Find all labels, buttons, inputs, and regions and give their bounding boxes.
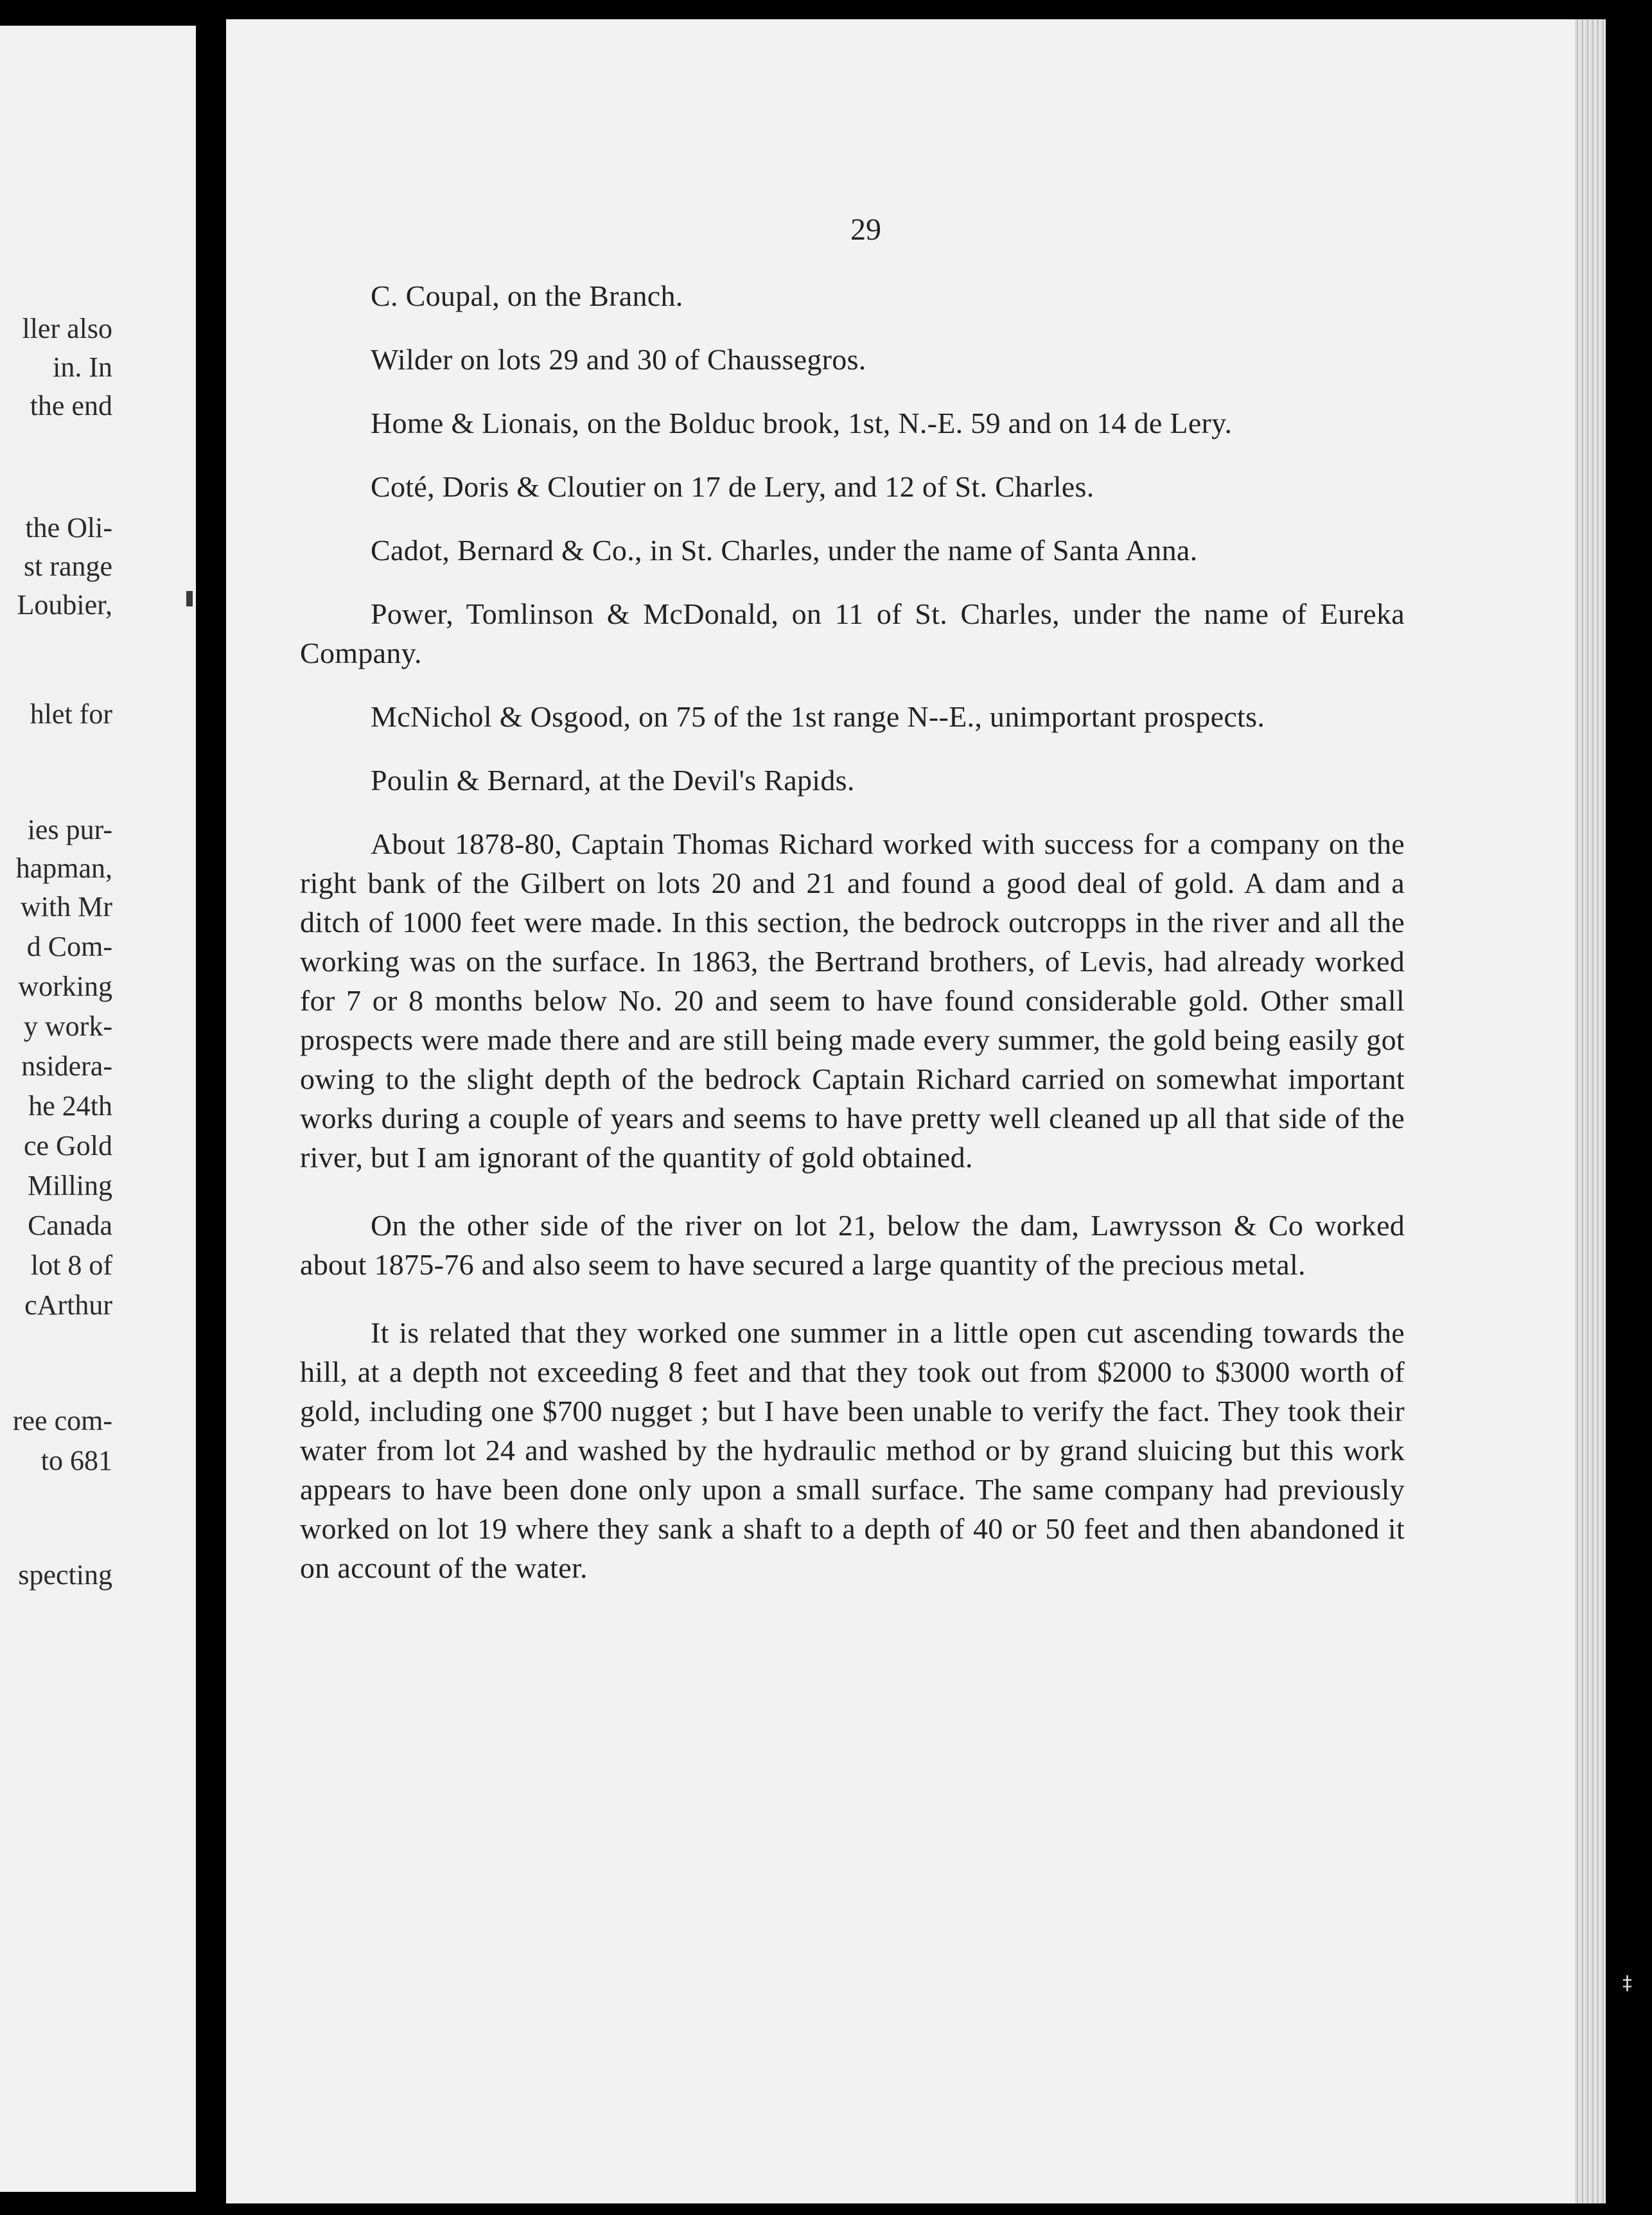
page-edge-stack [1575,19,1606,2203]
page-body [300,276,1405,1616]
left-fragment: ree com- [12,1405,112,1436]
main-page [226,19,1606,2203]
page-number: 29 [850,213,881,247]
edge-mark: ‡ [1622,1972,1632,1995]
left-fragment: in. In [53,351,112,383]
left-fragment: lot 8 of [30,1249,112,1281]
paragraph: It is related that they worked one summer in a little open cut ascending towards the hill, at a depth not exceeding 8 feet and that they took out from $2000 to $3000 worth of gold, including one $700 nugget ; but I have been unable to verify the fact. They took their water from lot 24 and washed by the hydraulic method or by grand sluicing but this work appears to have been done only upon a small surface. The same company had previously worked on lot 19 where they sank a shaft to a depth of 40 or 50 feet and then abandoned it on account of the water. [300,1316,1405,1584]
facing-page-fragment [0,26,196,2192]
paragraph: Coté, Doris & Cloutier on 17 de Lery, and 12 of St. Charles. [371,470,1094,503]
left-fragment: Canada [28,1210,112,1241]
left-fragment: Milling [27,1170,112,1201]
left-fragment: the end [30,390,112,421]
left-fragment: hlet for [30,698,112,730]
left-fragment: he 24th [28,1090,112,1122]
paragraph: Poulin & Bernard, at the Devil's Rapids. [371,764,855,797]
paragraph: Cadot, Bernard & Co., in St. Charles, under the name of Santa Anna. [371,534,1198,567]
paragraph: Wilder on lots 29 and 30 of Chaussegros. [371,343,866,376]
left-fragment: ce Gold [23,1130,112,1161]
left-fragment: ller also [22,313,112,344]
left-fragment: hapman, [15,852,112,884]
left-fragment: Loubier, [17,589,112,621]
left-fragment: st range [23,551,112,582]
paragraph: On the other side of the river on lot 21, below the dam, Lawrysson & Co worked about 1875-76 and also seem to have secured a large quantity of the precious metal. [300,1209,1405,1281]
left-fragment: cArthur [24,1289,112,1321]
paragraph: Home & Lionais, on the Bolduc brook, 1st, N.-E. 59 and on 14 de Lery. [371,407,1233,439]
paragraph: Power, Tomlinson & McDonald, on 11 of St. Charles, under the name of Eureka Company. [300,597,1405,669]
left-fragment: ies pur- [27,814,112,845]
left-fragment: y work- [23,1010,112,1042]
left-fragment: with Mr [21,891,112,922]
left-fragment: nsidera- [21,1050,112,1082]
left-fragment: to 681 [40,1445,112,1476]
left-fragment: d Com- [26,931,112,962]
paragraph: McNichol & Osgood, on 75 of the 1st range N--E., unimportant prospects. [371,700,1265,733]
paragraph: About 1878-80, Captain Thomas Richard worked with success for a company on the right bank of the Gilbert on lots 20 and 21 and found a good deal of gold. A dam and a ditch of 1000 feet were made. In this section, the bedrock outcropps in the river and all the working was on the surface. In 1863, the Bertrand brothers, of Levis, had already worked for 7 or 8 months below No. 20 and seem to have found considerable gold. Other small prospects were made there and are still being made every summer, the gold being easily got owing to the slight depth of the bedrock Captain Richard carried on somewhat important works during a couple of years and seems to have pretty well cleaned up all that side of the river, but I am ignorant of the quantity of gold obtained. [300,827,1405,1174]
left-fragment: working [18,971,112,1002]
left-fragment: the Oli- [25,512,112,543]
paragraph: C. Coupal, on the Branch. [371,279,683,312]
binding-mark [186,591,193,606]
left-fragment: specting [18,1559,112,1591]
